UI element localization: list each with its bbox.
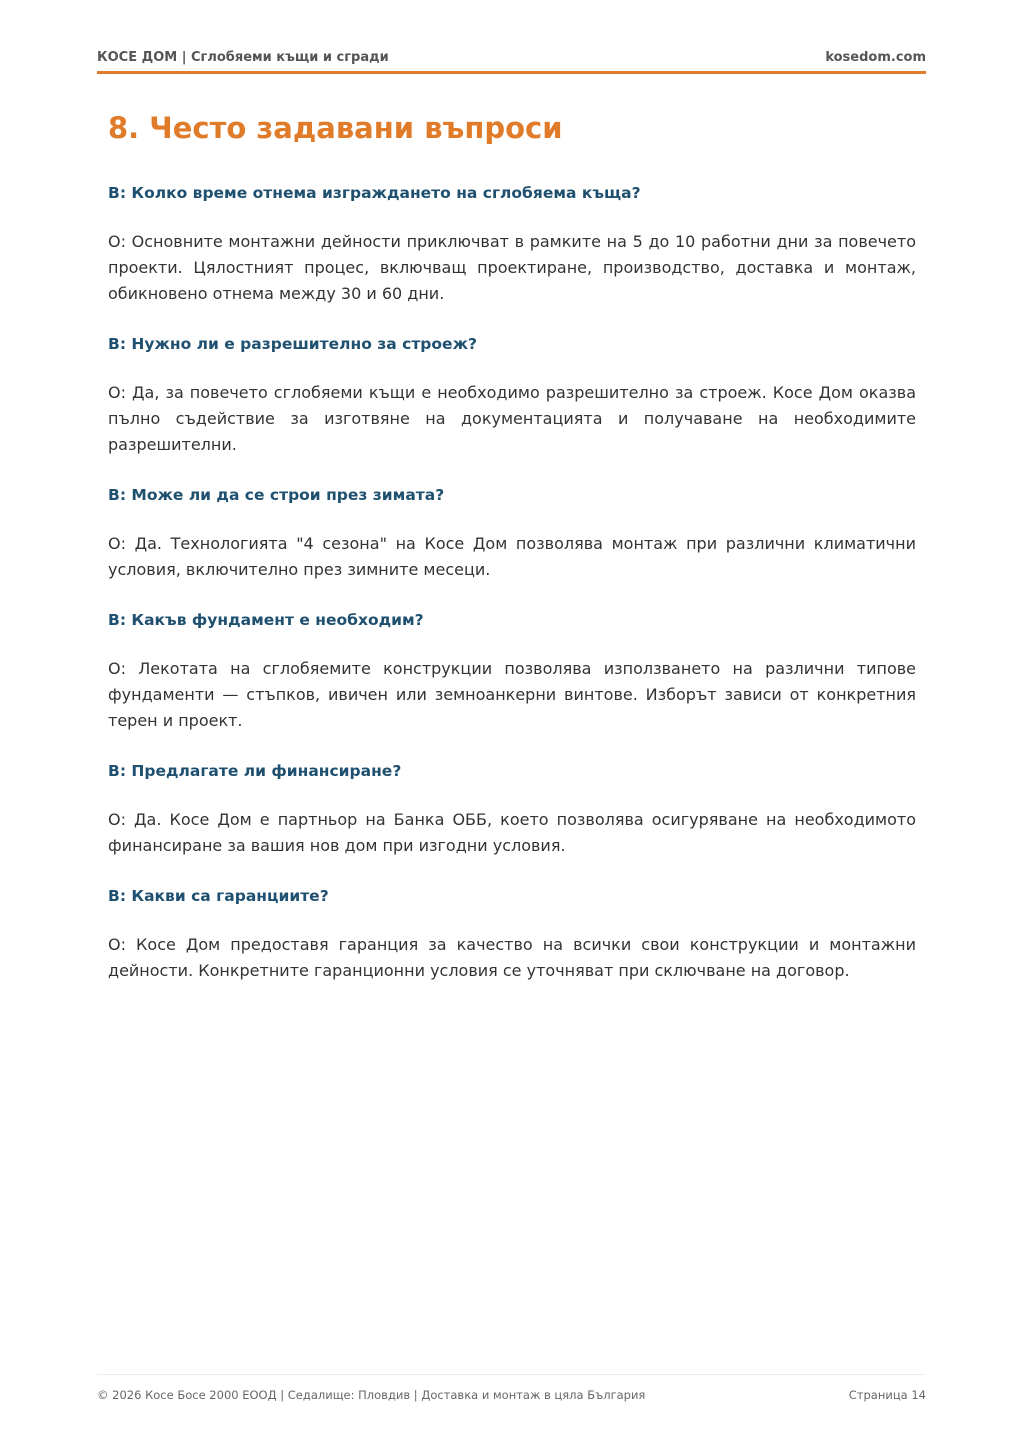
- faq-answer: О: Да. Косе Дом е партньор на Банка ОББ, което позволява осигуряване на необходимото финансиране за вашия нов дом при изгодни условия.: [108, 810, 916, 855]
- footer-divider: [97, 1374, 926, 1375]
- faq-question: В: Какъв фундамент е необходим?: [108, 611, 424, 629]
- faq-item: [108, 609, 916, 734]
- faq-item: [108, 885, 916, 984]
- header-divider: [97, 71, 926, 74]
- faq-item: [108, 182, 916, 307]
- header-website: kosedom.com: [825, 50, 926, 65]
- page-number: Страница 14: [848, 1388, 926, 1402]
- faq-item: [108, 760, 916, 859]
- faq-question: В: Какви са гаранциите?: [108, 887, 329, 905]
- main-content: [108, 108, 916, 1010]
- faq-answer: О: Да. Технологията "4 сезона" на Косе Дом позволява монтаж при различни климатични условия, включително през зимните месеци.: [108, 534, 916, 579]
- faq-answer: О: Да, за повечето сглобяеми къщи е необходимо разрешително за строеж. Косе Дом оказва пълно съдействие за изготвяне на документацията и получаване на необходимите разрешителни.: [108, 383, 916, 454]
- faq-question: В: Колко време отнема изграждането на сглобяема къща?: [108, 184, 641, 202]
- faq-answer: О: Лекотата на сглобяемите конструкции позволява използването на различни типове фундаменти — стъпков, ивичен или земноанкерни винтове. Изборът зависи от конкретния терен и проект.: [108, 659, 916, 730]
- page-title: 8. Често задавани въпроси: [108, 111, 563, 145]
- faq-answer: О: Основните монтажни дейности приключват в рамките на 5 до 10 работни дни за повечето проекти. Цялостният процес, включващ проектиране, производство, доставка и монтаж, обикновено отнема между 30 и 60 дни.: [108, 232, 916, 303]
- header-brand: КОСЕ ДОМ | Сглобяеми къщи и сгради: [97, 50, 389, 65]
- faq-item: [108, 333, 916, 458]
- footer-copyright: © 2026 Косе Босе 2000 ЕООД | Седалище: Пловдив | Доставка и монтаж в цяла България: [97, 1388, 646, 1402]
- faq-item: [108, 484, 916, 583]
- faq-question: В: Предлагате ли финансиране?: [108, 762, 402, 780]
- faq-question: В: Нужно ли е разрешително за строеж?: [108, 335, 477, 353]
- faq-answer: О: Косе Дом предоставя гаранция за качество на всички свои конструкции и монтажни дейности. Конкретните гаранционни условия се уточняват при сключване на договор.: [108, 935, 916, 980]
- faq-question: В: Може ли да се строи през зимата?: [108, 486, 445, 504]
